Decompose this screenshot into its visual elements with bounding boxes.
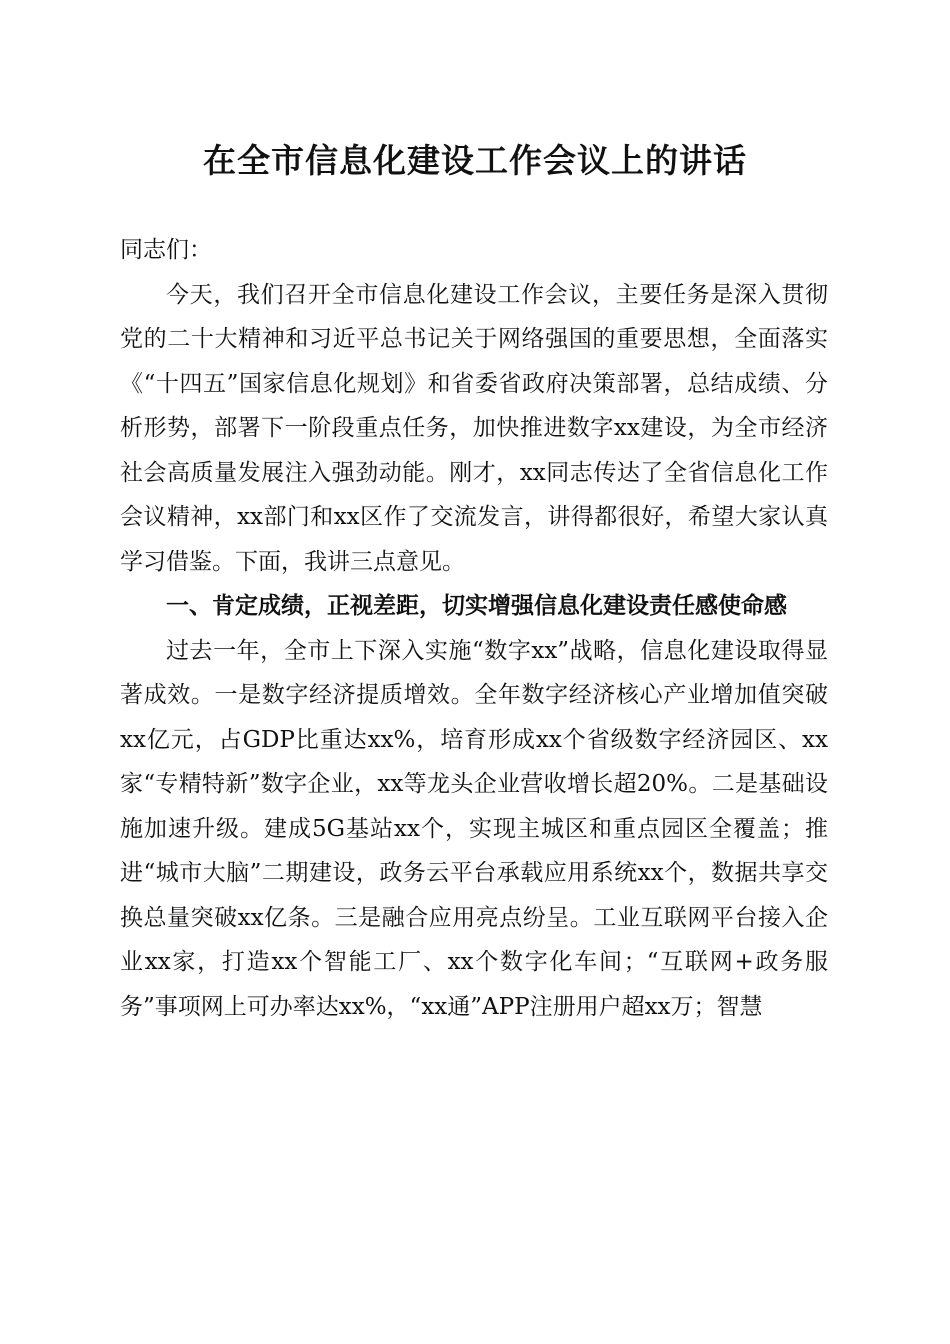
document-body xyxy=(120,228,828,1029)
document-title: 在全市信息化建设工作会议上的讲话 xyxy=(203,141,747,180)
intro-paragraph: 今天，我们召开全市信息化建设工作会议，主要任务是深入贯彻党的二十大精神和习近平总书记关于网络强国的重要思想，全面落实《“十四五”国家信息化规划》和省委省政府决策部署，总结成绩、分析形势，部署下一阶段重点任务，加快推进数字xx建设，为全市经济社会高质量发展注入强劲动能。刚才，xx同志传达了全省信息化工作会议精神，xx部门和xx区作了交流发言，讲得都很好，希望大家认真学习借鉴。下面，我讲三点意见。 xyxy=(120,281,828,575)
section-heading: 一、肯定成绩，正视差距，切实增强信息化建设责任感使命感 xyxy=(166,593,787,619)
section-paragraph: 过去一年，全市上下深入实施“数字xx”战略，信息化建设取得显著成效。一是数字经济提质增效。全年数字经济核心产业增加值突破xx亿元，占GDP比重达xx%，培育形成xx个省级数字经济园区、xx家“专精特新”数字企业，xx等龙头企业营收增长超20%。二是基础设施加速升级。建成5G基站xx个，实现主城区和重点园区全覆盖；推进“城市大脑”二期建设，政务云平台承载应用系统xx个，数据共享交换总量突破xx亿条。三是融合应用亮点纷呈。工业互联网平台接入企业xx家，打造xx个智能工厂、xx个数字化车间；“互联网+政务服务”事项网上可办率达xx%，“xx通”APP注册用户超xx万；智慧 xyxy=(120,637,828,1020)
salutation: 同志们： xyxy=(120,237,212,263)
